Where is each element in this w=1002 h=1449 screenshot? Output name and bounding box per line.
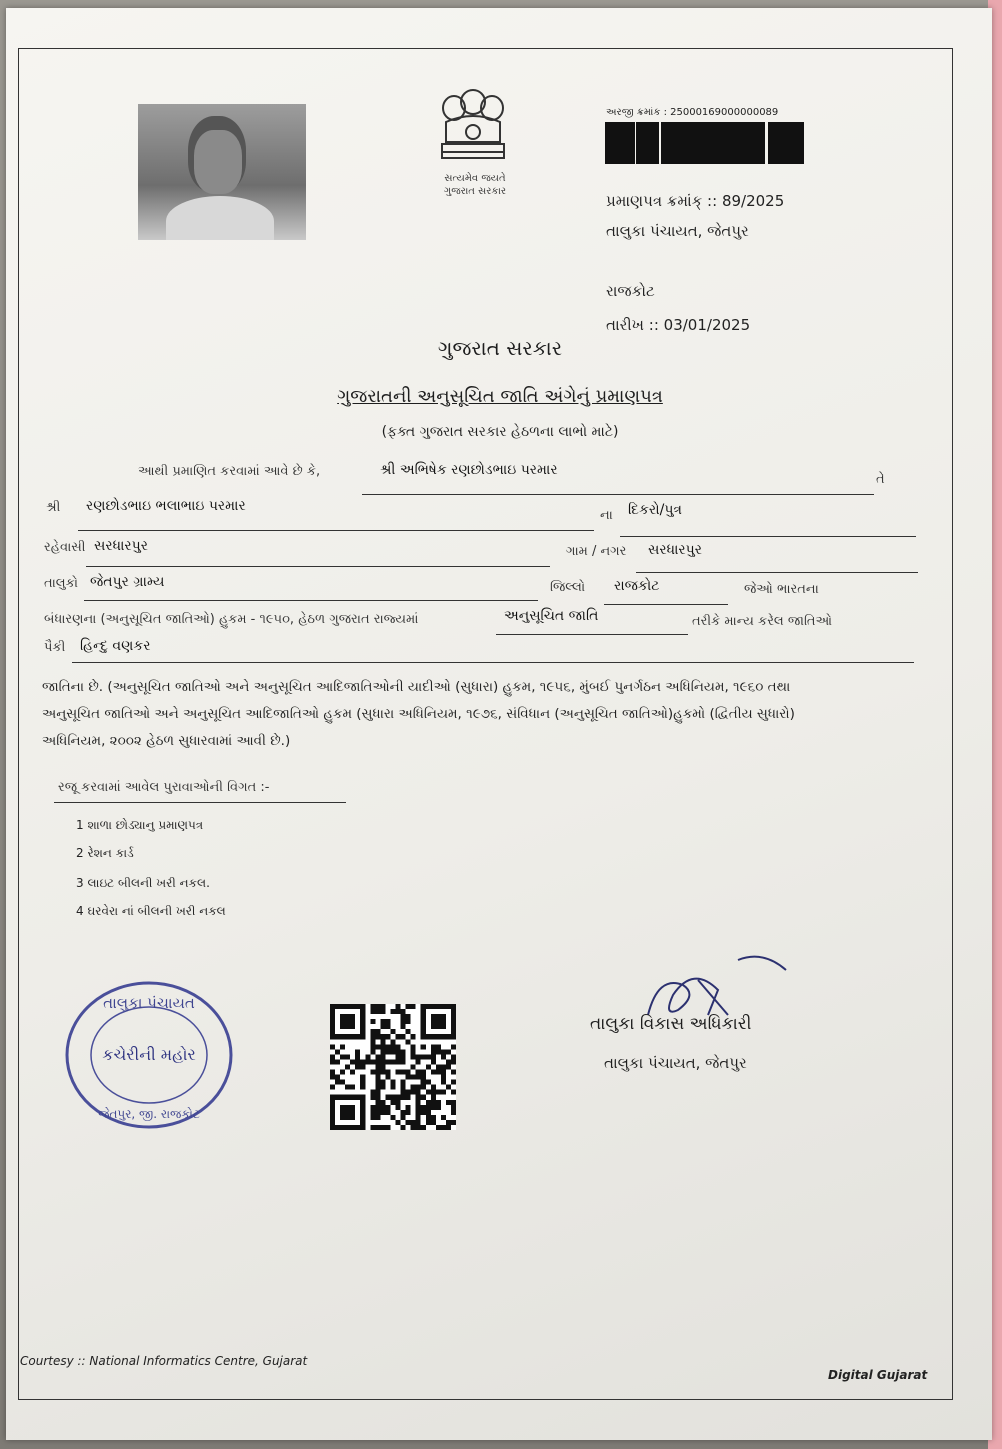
taluka-label: તાલુકો xyxy=(44,576,79,591)
stamp-top: તાલુકા પંચાયત xyxy=(103,994,195,1012)
category-line xyxy=(496,634,688,635)
te-label: તે xyxy=(876,472,885,487)
certificate-subtitle: (ફક્ત ગુજરાત સરકાર હેઠળના લાભો માટે) xyxy=(381,424,619,440)
taluka-line xyxy=(84,600,538,601)
emblem-motto: સત્યમેવ જયતે xyxy=(444,173,506,184)
qr-code xyxy=(330,1004,456,1130)
issue-date xyxy=(606,316,750,334)
legal-line-2: અનુસૂચિત જાતિઓ અને અનુસૂચિત આદિજાતિઓ હુકમ (સુધારા અધિનિયમ, ૧૯૭૬, સંવિધાન (અનુસૂચિત જાતિઓ)હુકમો (દ્વિતીય સુધારો) xyxy=(42,706,795,722)
relation-line xyxy=(620,536,916,537)
evidence-heading-line xyxy=(54,802,346,803)
na-label: ના xyxy=(600,508,613,523)
evidence-heading: રજૂ કરવામાં આવેલ પુરાવાઓની વિગત :- xyxy=(58,780,270,795)
village-label: ગામ / નગર xyxy=(566,544,627,559)
village-line xyxy=(636,572,918,573)
holder-name-line xyxy=(362,494,874,495)
relation: દિકરો/પુત્ર xyxy=(628,502,683,518)
evidence-item: 2 રેશન કાર્ડ xyxy=(76,846,134,860)
taluka-value: જેતપુર ગ્રામ્ય xyxy=(90,574,165,590)
certificate-number-value: 89/2025 xyxy=(721,192,785,210)
footer-digital-gujarat: Digital Gujarat xyxy=(828,1368,928,1382)
certify-label: આથી પ્રમાણિત કરવામાં આવે છે કે, xyxy=(138,464,321,479)
barcode xyxy=(604,122,804,164)
recognized-label: તરીકે માન્ય કરેલ જાતિઓ xyxy=(692,614,833,629)
government-title: ગુજરાત સરકાર xyxy=(437,336,563,360)
shri-label: શ્રી xyxy=(46,500,61,515)
category-value: અનુસૂચિત જાતિ xyxy=(504,608,599,624)
office-seal-stamp xyxy=(64,980,234,1130)
footer-courtesy: Courtesy :: National Informatics Centre, Gujarat xyxy=(20,1354,308,1368)
resident-value: સરધારપુર xyxy=(94,538,148,554)
certificate-number xyxy=(606,192,784,210)
district-value: રાજકોટ xyxy=(614,578,660,594)
evidence-item: 4 ઘરવેરા નાં બીલની ખરી નકલ xyxy=(76,904,226,918)
issue-date-label: તારીખ :: xyxy=(606,316,659,334)
constitution-text: બંધારણના (અનુસૂચિત જાતિઓ) હુકમ - ૧૯૫૦, હેઠળ ગુજરાત રાજ્યમાં xyxy=(44,612,419,627)
bharat-label: જેઓ ભારતના xyxy=(744,582,819,597)
certificate-number-label: પ્રમાણપત્ર ક્રમાંક્ xyxy=(606,192,703,210)
certificate-number-separator: :: xyxy=(707,192,718,210)
evidence-item: 1 શાળા છોડ્યાનુ પ્રમાણપત્ર xyxy=(76,818,204,832)
district-line xyxy=(604,604,728,605)
caste-line xyxy=(72,662,914,663)
father-name: રણછોડભાઇ ભલાભાઇ પરમાર xyxy=(86,498,246,514)
caste-value: હિન્દુ વણકર xyxy=(80,638,151,654)
stamp-bottom: જેતપુર, જી. રાજકોટ xyxy=(98,1107,200,1121)
legal-line-1: જાતિના છે. (અનુસૂચિત જાતિઓ અને અનુસૂચિત આદિજાતિઓની યાદીઓ (સુધારા) હુકમ, ૧૯૫૬, મુંબઈ પુનર્ગઠન અધિનિયમ, ૧૯૬૦ તથા xyxy=(42,679,791,695)
certificate-title: ગુજરાતની અનુસૂચિત જાતિ અંગેનું પ્રમાણપત્ર xyxy=(337,386,663,407)
caste-label: પૈકી xyxy=(44,640,66,655)
issuing-district: રાજકોટ xyxy=(606,282,655,300)
holder-name: શ્રી અભિષેક રણછોડભાઇ પરમાર xyxy=(380,462,558,478)
issuing-office: તાલુકા પંચાયત, જેતપુર xyxy=(606,222,749,240)
father-name-line xyxy=(78,530,594,531)
evidence-item: 3 લાઇટ બીલની ખરી નકલ. xyxy=(76,876,210,890)
village-value: સરધારપુર xyxy=(648,542,702,558)
legal-line-3: અધિનિયમ, ૨૦૦૨ હેઠળ સુધારવામાં આવી છે.) xyxy=(42,733,291,749)
signatory-office: તાલુકા પંચાયત, જેતપુર xyxy=(604,1054,747,1072)
emblem-gov: ગુજરાત સરકાર xyxy=(443,186,507,197)
issue-date-value: 03/01/2025 xyxy=(663,316,751,334)
application-number: અરજી ક્રમાંક : 25000169000000089 xyxy=(606,107,779,118)
signatory-title: તાલુકા વિકાસ અધિકારી xyxy=(590,1014,752,1034)
resident-label: રહેવાસી xyxy=(44,540,86,555)
emblem-caption xyxy=(420,172,530,198)
stamp-middle: કચેરીની મહોર xyxy=(102,1045,196,1064)
legal-paragraph xyxy=(42,674,912,755)
applicant-photo xyxy=(138,104,306,240)
state-emblem-icon xyxy=(426,82,520,172)
district-label: જિલ્લો xyxy=(550,580,586,595)
resident-line xyxy=(86,566,550,567)
